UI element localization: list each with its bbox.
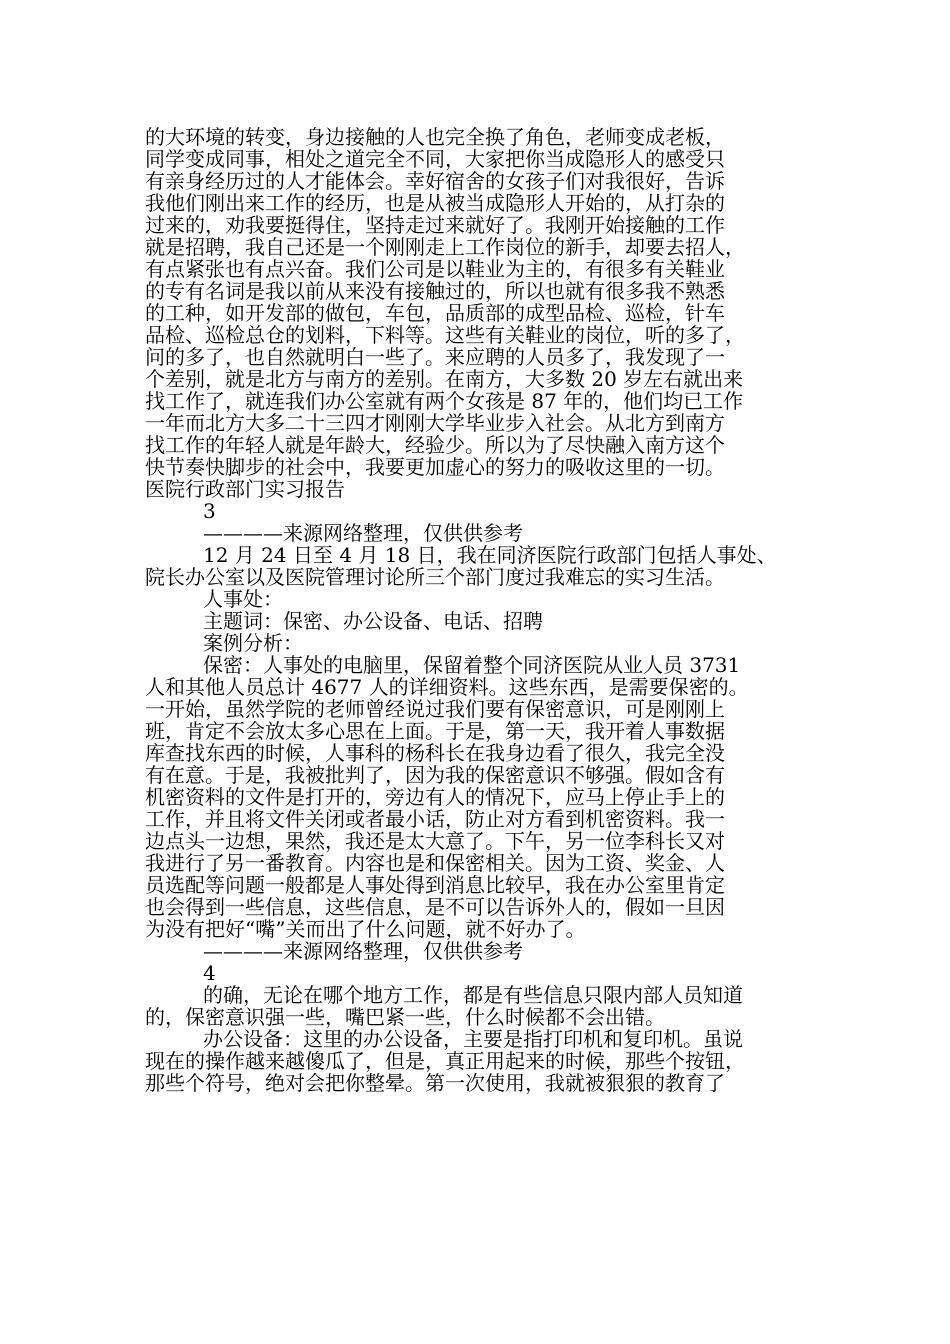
- text-line: 人事处：: [203, 587, 283, 611]
- text-line: 有亲身经历过的人才能体会。幸好宿舍的女孩子们对我很好，告诉: [145, 169, 725, 193]
- text-line: 的确，无论在哪个地方工作，都是有些信息只限内部人员知道: [203, 983, 743, 1007]
- text-line: 医院行政部门实习报告: [145, 477, 345, 501]
- text-line: 的，保密意识强一些，嘴巴紧一些，什么时候都不会出错。: [145, 1005, 665, 1029]
- text-line: 找工作了，就连我们办公室就有两个女孩是 87 年的，他们均已工作: [145, 389, 744, 413]
- text-line: 个差别，就是北方与南方的差别。在南方，大多数 20 岁左右就出来: [145, 367, 744, 391]
- text-line: 的专有名词是我以前从来没有接触过的，所以也就有很多我不熟悉: [145, 279, 725, 303]
- text-line: 我进行了另一番教育。内容也是和保密相关。因为工资、奖金、人: [145, 851, 725, 875]
- document-body: [145, 126, 835, 1094]
- text-line: 一年而北方大多二十三四才刚刚大学毕业步入社会。从北方到南方: [145, 411, 725, 435]
- text-line: 为没有把好“嘴”关而出了什么问题，就不好办了。: [145, 917, 586, 941]
- text-line: 那些个符号，绝对会把你整晕。第一次使用，我就被狠狠的教育了: [145, 1071, 725, 1095]
- text-line: 4: [203, 961, 216, 985]
- text-line: 现在的操作越来越傻瓜了，但是，真正用起来的时候，那些个按钮，: [145, 1049, 745, 1073]
- text-line: ————来源网络整理，仅供供参考: [203, 939, 523, 963]
- text-line: 院长办公室以及医院管理讨论所三个部门度过我难忘的实习生活。: [145, 565, 725, 589]
- text-line: 就是招聘，我自己还是一个刚刚走上工作岗位的新手，却要去招人，: [145, 235, 745, 259]
- text-line: 人和其他人员总计 4677 人的详细资料。这些东西，是需要保密的。: [145, 675, 749, 699]
- text-line: 过来的，劝我要挺得住，坚持走过来就好了。我刚开始接触的工作: [145, 213, 725, 237]
- text-line: ————来源网络整理，仅供供参考: [203, 521, 523, 545]
- text-line: 有点紧张也有点兴奋。我们公司是以鞋业为主的，有很多有关鞋业: [145, 257, 725, 281]
- text-line: 也会得到一些信息，这些信息，是不可以告诉外人的，假如一旦因: [145, 895, 725, 919]
- text-line: 保密：人事处的电脑里，保留着整个同济医院从业人员 3731: [203, 653, 741, 677]
- text-line: 同学变成同事，相处之道完全不同，大家把你当成隐形人的感受只: [145, 147, 725, 171]
- text-line: 工作，并且将文件关闭或者最小话，防止对方看到机密资料。我一: [145, 807, 725, 831]
- text-line: 一开始，虽然学院的老师曾经说过我们要有保密意识，可是刚刚上: [145, 697, 725, 721]
- text-line: 我他们刚出来工作的经历，也是从被当成隐形人开始的，从打杂的: [145, 191, 725, 215]
- text-line: 员选配等问题一般都是人事处得到消息比较早，我在办公室里肯定: [145, 873, 725, 897]
- text-line: 办公设备：这里的办公设备，主要是指打印机和复印机。虽说: [203, 1027, 743, 1051]
- text-line: 品检、巡检总仓的划料，下料等。这些有关鞋业的岗位，听的多了，: [145, 323, 745, 347]
- text-line: 案例分析：: [203, 631, 303, 655]
- text-line: 快节奏快脚步的社会中，我要更加虚心的努力的吸收这里的一切。: [145, 455, 725, 479]
- text-line: 边点头一边想，果然，我还是太大意了。下午，另一位李科长又对: [145, 829, 725, 853]
- text-line: 主题词：保密、办公设备、电话、招聘: [203, 609, 543, 633]
- text-line: 问的多了，也自然就明白一些了。来应聘的人员多了，我发现了一: [145, 345, 725, 369]
- text-line: 3: [203, 499, 216, 523]
- text-line: 的大环境的转变，身边接触的人也完全换了角色，老师变成老板，: [145, 125, 725, 149]
- text-line: 库查找东西的时候，人事科的杨科长在我身边看了很久，我完全没: [145, 741, 725, 765]
- text-line: 有在意。于是，我被批判了，因为我的保密意识不够强。假如含有: [145, 763, 725, 787]
- text-line: 12 月 24 日至 4 月 18 日，我在同济医院行政部门包括人事处、: [203, 543, 777, 567]
- text-line: 找工作的年轻人就是年龄大，经验少。所以为了尽快融入南方这个: [145, 433, 725, 457]
- text-line: 班，肯定不会放太多心思在上面。于是，第一天，我开着人事数据: [145, 719, 725, 743]
- text-line: 机密资料的文件是打开的，旁边有人的情况下，应马上停止手上的: [145, 785, 725, 809]
- text-line: 的工种，如开发部的做包，车包，品质部的成型品检、巡检，针车: [145, 301, 725, 325]
